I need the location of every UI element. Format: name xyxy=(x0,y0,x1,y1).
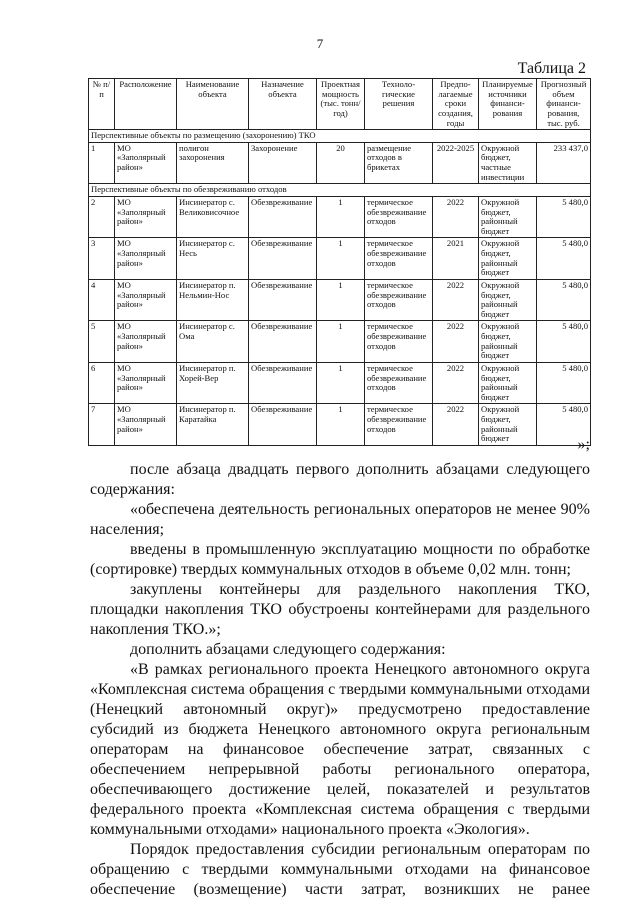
cell-amount: 233 437,0 xyxy=(537,142,591,184)
cell-years: 2022 xyxy=(433,321,479,363)
table-row xyxy=(89,321,591,363)
section-title: Перспективные объекты по размещению (захоронению) ТКО xyxy=(89,130,591,143)
body-text xyxy=(90,460,590,900)
paragraph: дополнить абзацами следующего содержания: xyxy=(130,641,446,658)
section-row-disposal xyxy=(89,130,591,143)
cell-funding: Окружной бюджет, районный бюджет xyxy=(479,321,537,363)
paragraph: «В рамках регионального проекта Ненецкого автономного округа «Комплексная система обращения с твердыми коммунальными отходами (Ненецкий автономный округ)» предусмотрено предоставление субсидий из бюджета Ненецкого автономного округа региональным операторам на финансовое обеспечение затрат, связанных с обеспечением непрерывной работы регионального оператора, обеспечивающего достижение целей, показателей и результатов федерального проекта «Комплексная система обращения с твердыми коммунальными отходами» национального проекта «Экология». xyxy=(90,661,590,838)
cell-capacity: 1 xyxy=(317,404,365,446)
cell-technology: термическое обезвреживание отходов xyxy=(365,362,433,404)
cell-funding: Окружной бюджет, районный бюджет xyxy=(479,362,537,404)
paragraph: введены в промышленную эксплуатацию мощности по обработке (сортировке) твердых коммунальных отходов в объеме 0,02 млн. тонн; xyxy=(90,541,590,578)
table-row xyxy=(89,404,591,446)
cell-funding: Окружной бюджет, частные инвестиции xyxy=(479,142,537,184)
cell-amount: 5 480,0 xyxy=(537,279,591,321)
cell-amount: 5 480,0 xyxy=(537,404,591,446)
table-row xyxy=(89,279,591,321)
cell-purpose: Обезвреживание xyxy=(249,238,317,280)
cell-technology: термическое обезвреживание отходов xyxy=(365,196,433,238)
cell-capacity: 1 xyxy=(317,321,365,363)
section-title: Перспективные объекты по обезвреживанию отходов xyxy=(89,184,591,197)
cell-amount: 5 480,0 xyxy=(537,238,591,280)
cell-location: МО «Заполярный район» xyxy=(115,238,177,280)
cell-amount: 5 480,0 xyxy=(537,362,591,404)
cell-name: полигон захоронения xyxy=(177,142,249,184)
paragraph: Порядок предоставления субсидии региональным операторам по обращению с твердыми коммунальными отходами на финансовое обеспечение (возмещение) части затрат, возникших не ранее xyxy=(90,841,590,898)
cell-num: 3 xyxy=(89,238,115,280)
cell-technology: термическое обезвреживание отходов xyxy=(365,404,433,446)
header-cell: Техноло- гические решения xyxy=(365,79,433,130)
cell-funding: Окружной бюджет, районный бюджет xyxy=(479,238,537,280)
cell-purpose: Обезвреживание xyxy=(249,279,317,321)
cell-years: 2022 xyxy=(433,404,479,446)
cell-capacity: 1 xyxy=(317,362,365,404)
cell-capacity: 20 xyxy=(317,142,365,184)
header-cell: № п/п xyxy=(89,79,115,130)
cell-num: 7 xyxy=(89,404,115,446)
table-closing-quote: »; xyxy=(577,436,590,453)
header-cell: Проектная мощность (тыс. тонн/год) xyxy=(317,79,365,130)
cell-num: 4 xyxy=(89,279,115,321)
table-header-row xyxy=(89,79,591,130)
header-cell: Наименование объекта xyxy=(177,79,249,130)
paragraph: закуплены контейнеры для раздельного накопления ТКО, площадки накопления ТКО обустроены контейнерами для раздельного накопления ТКО.»; xyxy=(90,581,590,638)
cell-location: МО «Заполярный район» xyxy=(115,196,177,238)
cell-name: Инсинератор с. Ома xyxy=(177,321,249,363)
cell-purpose: Обезвреживание xyxy=(249,404,317,446)
cell-amount: 5 480,0 xyxy=(537,321,591,363)
cell-purpose: Захоронение xyxy=(249,142,317,184)
cell-years: 2022 xyxy=(433,279,479,321)
table-row xyxy=(89,142,591,184)
cell-funding: Окружной бюджет, районный бюджет xyxy=(479,196,537,238)
header-cell: Предпо- лагаемые сроки создания, годы xyxy=(433,79,479,130)
table-row xyxy=(89,362,591,404)
cell-purpose: Обезвреживание xyxy=(249,196,317,238)
cell-location: МО «Заполярный район» xyxy=(115,321,177,363)
header-cell: Планируемые источники финанси- рования xyxy=(479,79,537,130)
header-cell: Прогнозный объем финанси- рования, тыс. руб. xyxy=(537,79,591,130)
cell-num: 5 xyxy=(89,321,115,363)
cell-location: МО «Заполярный район» xyxy=(115,362,177,404)
cell-technology: размещение отходов в брикетах xyxy=(365,142,433,184)
cell-name: Инсинератор п. Каратайка xyxy=(177,404,249,446)
cell-name: Инсинератор п. Хорей-Вер xyxy=(177,362,249,404)
cell-amount: 5 480,0 xyxy=(537,196,591,238)
cell-years: 2022 xyxy=(433,196,479,238)
cell-capacity: 1 xyxy=(317,196,365,238)
page-number: 7 xyxy=(316,36,324,51)
cell-years: 2021 xyxy=(433,238,479,280)
cell-name: Инсинератор п. Нельмин-Нос xyxy=(177,279,249,321)
cell-technology: термическое обезвреживание отходов xyxy=(365,279,433,321)
cell-technology: термическое обезвреживание отходов xyxy=(365,321,433,363)
cell-num: 1 xyxy=(89,142,115,184)
cell-capacity: 1 xyxy=(317,238,365,280)
paragraph: после абзаца двадцать первого дополнить абзацами следующего содержания: xyxy=(90,461,590,498)
cell-location: МО «Заполярный район» xyxy=(115,279,177,321)
cell-location: МО «Заполярный район» xyxy=(115,142,177,184)
cell-num: 6 xyxy=(89,362,115,404)
table-row xyxy=(89,196,591,238)
cell-funding: Окружной бюджет, районный бюджет xyxy=(479,279,537,321)
cell-capacity: 1 xyxy=(317,279,365,321)
cell-years: 2022 xyxy=(433,362,479,404)
paragraph: «обеспечена деятельность региональных операторов не менее 90% населения; xyxy=(90,501,590,538)
table-caption: Таблица 2 xyxy=(517,60,586,77)
cell-funding: Окружной бюджет, районный бюджет xyxy=(479,404,537,446)
cell-purpose: Обезвреживание xyxy=(249,362,317,404)
cell-num: 2 xyxy=(89,196,115,238)
cell-location: МО «Заполярный район» xyxy=(115,404,177,446)
table-row xyxy=(89,238,591,280)
cell-name: Инсинератор с. Великовисочное xyxy=(177,196,249,238)
header-cell: Расположение xyxy=(115,79,177,130)
cell-years: 2022-2025 xyxy=(433,142,479,184)
header-cell: Назначение объекта xyxy=(249,79,317,130)
cell-purpose: Обезвреживание xyxy=(249,321,317,363)
waste-facilities-table xyxy=(88,78,591,446)
cell-name: Инсинератор с. Несь xyxy=(177,238,249,280)
section-row-neutralization xyxy=(89,184,591,197)
cell-technology: термическое обезвреживание отходов xyxy=(365,238,433,280)
